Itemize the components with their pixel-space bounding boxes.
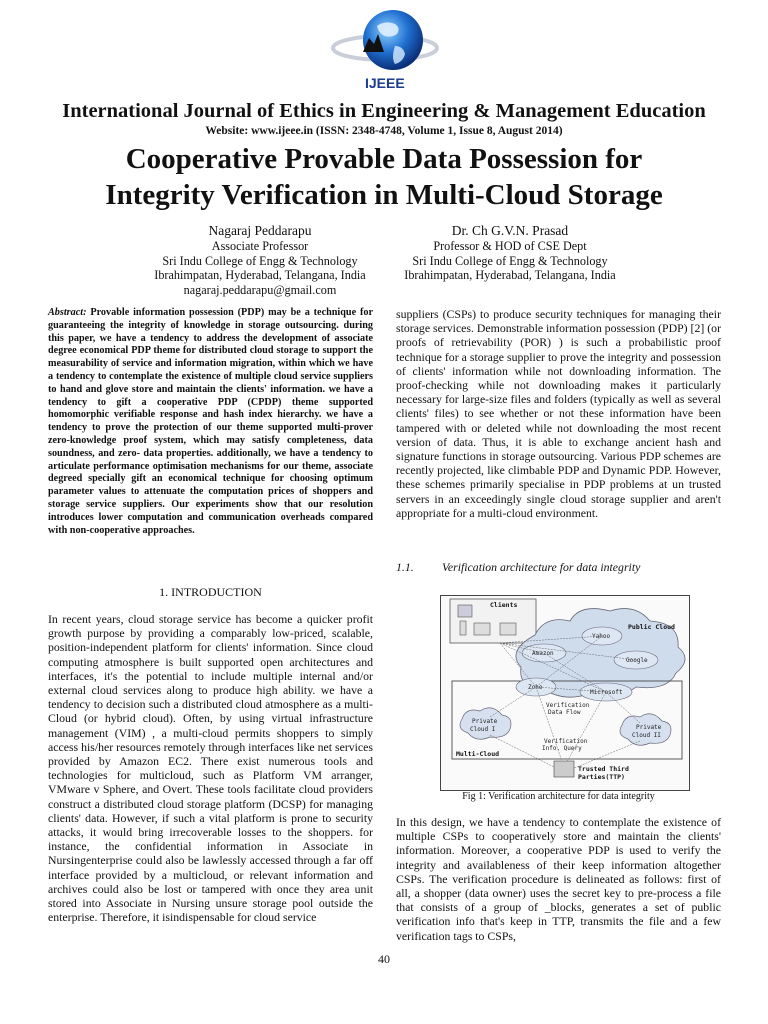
verification-data-flow-label: Verification bbox=[546, 702, 590, 709]
journal-website: Website: www.ijeee.in (ISSN: 2348-4748, Volume 1, Issue 8, August 2014) bbox=[205, 125, 563, 137]
multi-cloud-label: Multi-Cloud bbox=[456, 750, 500, 758]
clients-label: Clients bbox=[490, 601, 518, 609]
author-location: Ibrahimpatan, Hyderabad, Telangana, India bbox=[154, 268, 366, 282]
paper-title-line-2: Integrity Verification in Multi-Cloud Storage bbox=[105, 179, 663, 211]
abstract-text: Provable information possession (PDP) may be a technique for guaranteeing the integrity of knowledge in storage outsourcing. during this paper, we have a tendency to address the development of associate degree economical PDP theme for distributed cloud storage to support the measurability of service and information migration, within which we have a tendency to contemplate the existence of multiple cloud service suppliers to hand and glove store and maintain the clients' information. we have a tendency to gift a cooperative PDP (CPDP) theme supported homomorphic verifiable response and hash index hierarchy. we have a tendency to prove the protection of our theme supported multi-prover zero-knowledge proof system, which may satisfy completeness, data soundness, and zero- data properties. additionally, we have a tendency to articulate performance optimisation mechanisms for our theme, associate degreed specially gift an economical technique for choosing optimum parameter values to attenuate the computation prices of shoppers and storage service suppliers. Our experiments show that our resolution introduces lower computation and communication overheads compared with non-cooperative approaches. bbox=[48, 307, 373, 536]
author-college: Sri Indu College of Engg & Technology bbox=[412, 253, 608, 268]
paper-title-line-1: Cooperative Provable Data Possession for bbox=[125, 143, 643, 175]
author-block-2 bbox=[390, 222, 630, 283]
yahoo-label: Yahoo bbox=[592, 633, 611, 640]
journal-title: International Journal of Ethics in Engineering & Management Education bbox=[62, 100, 706, 122]
verification-info-query-label: Verification bbox=[544, 738, 588, 745]
section-heading-introduction: 1. INTRODUCTION bbox=[159, 585, 262, 599]
figure-caption: Fig 1: Verification architecture for data integrity bbox=[462, 791, 655, 802]
author-email[interactable]: nagaraj.peddarapu@gmail.com bbox=[183, 282, 337, 297]
logo-text: IJEEE bbox=[365, 75, 405, 91]
verification-data-flow-label-2: Data Flow bbox=[548, 709, 581, 716]
author-name: Dr. Ch G.V.N. Prasad bbox=[451, 223, 569, 238]
author-block-1 bbox=[140, 222, 380, 297]
page-number: 40 bbox=[378, 952, 390, 966]
laptop-icon bbox=[500, 623, 516, 635]
author-position: Professor & HOD of CSE Dept bbox=[433, 239, 587, 253]
zoho-label: Zoho bbox=[528, 684, 543, 691]
private-cloud-1-label: Private bbox=[472, 718, 498, 725]
abstract bbox=[48, 307, 373, 537]
author-college: Sri Indu College of Engg & Technology bbox=[162, 253, 358, 268]
ttp-label: Trusted Third bbox=[578, 765, 629, 773]
laptop-icon bbox=[474, 623, 490, 635]
author-location: Ibrahimpatan, Hyderabad, Telangana, India bbox=[404, 268, 616, 282]
computer-icon bbox=[458, 605, 472, 617]
subsection-heading bbox=[396, 560, 721, 575]
ttp-label-2: Parties(TTP) bbox=[578, 773, 625, 781]
microsoft-label: Microsoft bbox=[590, 689, 623, 696]
author-position: Associate Professor bbox=[211, 239, 309, 253]
public-cloud-label: Public Cloud bbox=[628, 623, 675, 631]
subsection-title: Verification architecture for data integrity bbox=[442, 560, 641, 574]
verification-info-query-label-2: Info. Query bbox=[542, 745, 582, 752]
amazon-label: Amazon bbox=[532, 650, 554, 657]
private-cloud-2-label-2: Cloud II bbox=[632, 732, 661, 739]
abstract-label: Abstract: bbox=[48, 307, 87, 318]
journal-logo bbox=[325, 6, 443, 94]
ttp-server-icon bbox=[554, 761, 574, 777]
phone-icon bbox=[460, 621, 466, 635]
subsection-number: 1.1. bbox=[396, 560, 414, 574]
author-name: Nagaraj Peddarapu bbox=[208, 223, 312, 238]
google-label: Google bbox=[626, 657, 648, 664]
introduction-text: In recent years, cloud storage service has become a quicker profit growth purpose by providing a comparably low-priced, scalable, position-independent platform for clients' information. Since cloud computing atmosphere is built supported open architectures and interfaces, it's the potential to include multiple internal and/or external cloud services along to produce high ability. we have a tendency to decision such a distributed cloud atmosphere as a multi-Cloud (or hybrid cloud). Often, by using virtual infrastructure management (VIM) , a multi-cloud permits shoppers to simply access his/her resources remotely through interfaces like net services provided by Amazon EC2. There exist numerous tools and technologies for multicloud, such as Platform VM arranger, VMware v Sphere, and Overt. These tools facilitate cloud providers construct a distributed cloud storage platform (DCSP) for managing clients' data. However, if such a vital platform is prone to security attacks, it would bring irrecoverable losses to the shoppers. for instance, the confidential information in Associate in Nursingenterprise could also be lawlessly accessed through a far off interface provided by a multicloud, or relevant information and archives could also be lost or tampered with once they area unit stored into Associate in Nursing unsure storage pool outside the enterprise. Therefore, it isindispensable for cloud service bbox=[48, 612, 373, 925]
right-column-paragraph-1: suppliers (CSPs) to produce security techniques for managing their storage services. Demonstrable information possession (PDP) [2] (or proofs of retrievability (POR) ) is such a probabilistic proof technique for a storage supplier to prove the integrity and possession of clients' information while not downloading information. The proof-checking while not downloading makes it particularly necessary for large-size files and folders (typically as well as several clients' files) to see whether or not these information have been tampered with or deleted while not downloading the most recent version of data. Thus, it is able to exchange ancient hash and signature functions in storage outsourcing. Various PDP schemes are recently projected, like climbable PDP and Dynamic PDP. However, these schemes primarily specialise in PDP problems at un trusted servers in an exceedingly single cloud storage supplier and aren't appropriate for a multi-cloud environment. bbox=[396, 307, 722, 520]
verification-architecture-figure bbox=[440, 595, 690, 791]
private-cloud-1-label-2: Cloud I bbox=[470, 726, 496, 733]
private-cloud-2-label: Private bbox=[636, 724, 662, 731]
right-column-paragraph-2: In this design, we have a tendency to contemplate the existence of multiple CSPs to cooperatively store and maintain the clients' information. Moreover, a cooperative PDP is used to verify the integrity and availableness of their keep information altogether CSPs. The verification procedure is delineated as follows: first of all, a shopper (data owner) uses the secret key to pre-process a file that consists of a group of _blocks, generates a set of public verification info that's keep in TTP, transmits the file and a few verification tags to CSPs, bbox=[396, 815, 721, 943]
